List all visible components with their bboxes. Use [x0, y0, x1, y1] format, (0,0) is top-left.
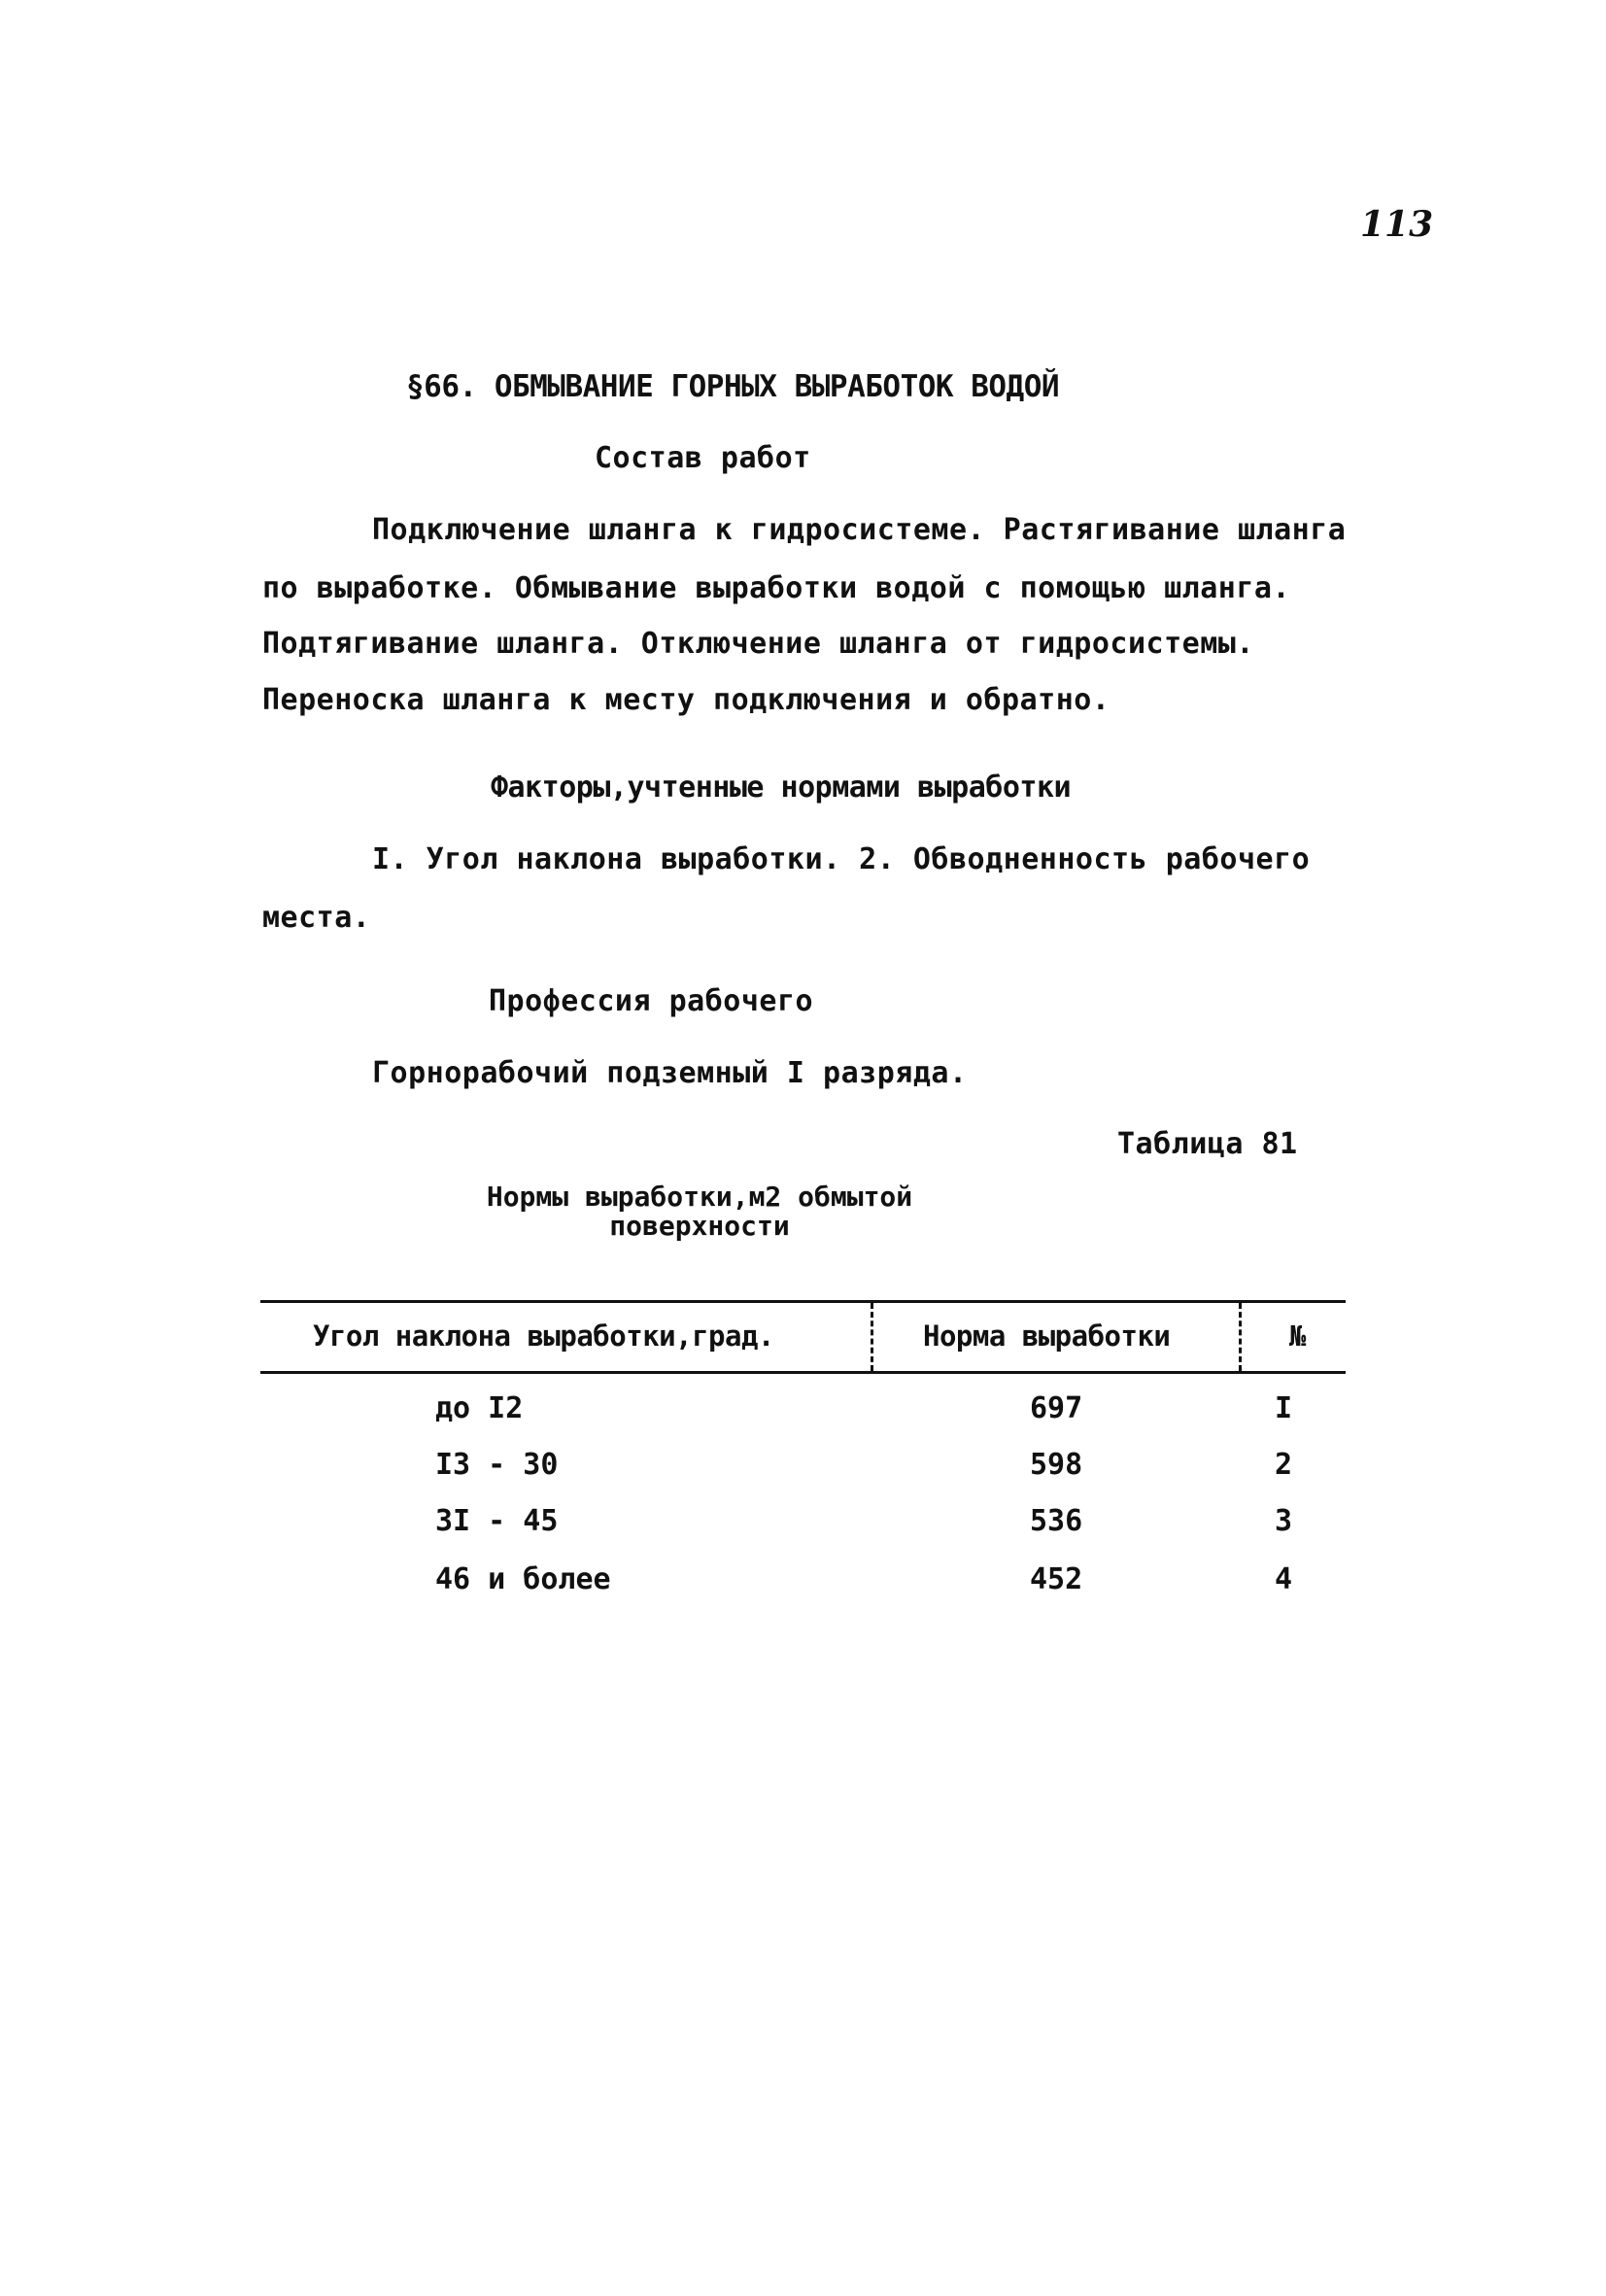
table-cell-norm: 536	[1030, 1504, 1083, 1538]
table-caption: Нормы выработки,м2 обмытой поверхности	[486, 1181, 913, 1242]
column-header-angle: Угол наклона выработки,град.	[313, 1319, 774, 1353]
table-cell-angle: до I2	[435, 1391, 524, 1425]
column-header-number: №	[1289, 1319, 1307, 1353]
profession-heading: Профессия рабочего	[489, 984, 814, 1018]
table-number: Таблица 81	[1117, 1127, 1298, 1161]
table-cell-number: 2	[1275, 1448, 1293, 1482]
factors-line: I. Угол наклона выработки. 2. Обводненность рабочего	[372, 842, 1311, 876]
factors-heading: Факторы,учтенные нормами выработки	[491, 771, 1072, 805]
work-composition-line: Подключение шланга к гидросистеме. Растягивание шланга	[372, 513, 1347, 547]
table-header-rule	[260, 1371, 1346, 1374]
column-separator	[1239, 1303, 1242, 1371]
factors-line: места.	[262, 901, 371, 935]
table-cell-number: 3	[1275, 1504, 1293, 1538]
table-cell-norm: 697	[1030, 1391, 1083, 1425]
table-cell-norm: 598	[1030, 1448, 1083, 1482]
section-title: §66. ОБМЫВАНИЕ ГОРНЫХ ВЫРАБОТОК ВОДОЙ	[406, 369, 1060, 404]
table-cell-angle: 3I - 45	[435, 1504, 559, 1538]
table-cell-number: 4	[1275, 1562, 1293, 1596]
table-cell-number: I	[1275, 1391, 1293, 1425]
column-header-norm: Норма выработки	[923, 1319, 1171, 1353]
work-composition-line: Подтягивание шланга. Отключение шланга от гидросистемы.	[262, 627, 1254, 661]
work-composition-heading: Состав работ	[595, 441, 811, 475]
table-top-rule	[260, 1300, 1346, 1303]
page-number: 113	[1360, 204, 1434, 245]
profession-text: Горнорабочий подземный I разряда.	[372, 1056, 968, 1090]
work-composition-line: по выработке. Обмывание выработки водой с помощью шланга.	[262, 571, 1291, 605]
table-cell-angle: I3 - 30	[435, 1448, 559, 1482]
column-separator	[871, 1303, 873, 1371]
work-composition-line: Переноска шланга к месту подключения и обратно.	[262, 683, 1111, 717]
table-cell-angle: 46 и более	[435, 1562, 611, 1596]
table-cell-norm: 452	[1030, 1562, 1083, 1596]
